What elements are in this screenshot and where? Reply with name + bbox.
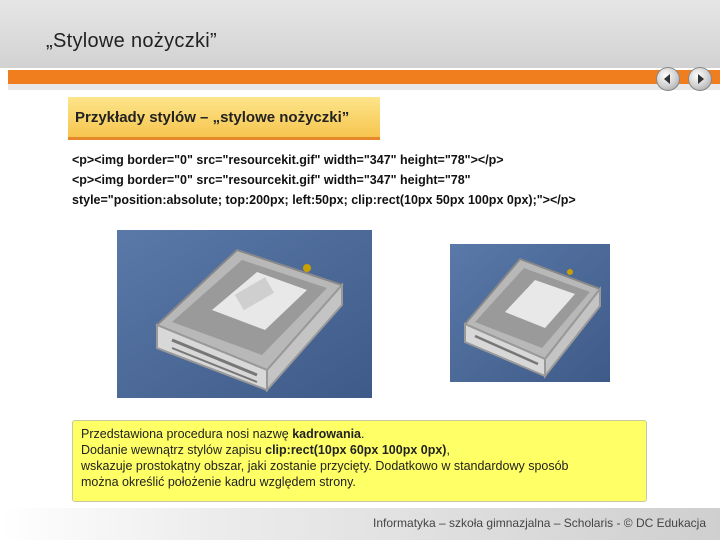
subtitle-box bbox=[68, 97, 380, 140]
note-text: , bbox=[446, 443, 450, 457]
slide-title: „Stylowe nożyczki” bbox=[46, 30, 217, 52]
nav-strip bbox=[8, 84, 720, 90]
next-slide-button[interactable] bbox=[688, 67, 712, 91]
note-line-4: można określić położenie kadru względem strony. bbox=[81, 475, 356, 489]
hard-drive-image-clipped bbox=[450, 244, 610, 382]
note-text: Dodanie wewnątrz stylów zapisu bbox=[81, 443, 266, 457]
accent-bar bbox=[8, 70, 720, 84]
slide-footer bbox=[0, 508, 720, 540]
hard-drive-image bbox=[117, 230, 372, 398]
explanation-note bbox=[72, 420, 647, 502]
code-line-2: <p><img border="0" src="resourcekit.gif" width="347" height="78" bbox=[72, 173, 471, 187]
hard-drive-photo-clipped bbox=[450, 244, 610, 382]
note-code: clip:rect(10px 60px 100px 0px) bbox=[265, 443, 447, 457]
note-line-1 bbox=[81, 426, 638, 442]
note-line-2 bbox=[81, 442, 638, 458]
code-line-1: <p><img border="0" src="resourcekit.gif" width="347" height="78"></p> bbox=[72, 153, 504, 167]
prev-slide-button[interactable] bbox=[656, 67, 680, 91]
footer-text: Informatyka – szkoła gimnazjalna – Scholaris - © DC Edukacja bbox=[373, 516, 706, 530]
hard-drive-photo-original bbox=[117, 230, 372, 398]
note-line-3: wskazuje prostokątny obszar, jaki zostanie przycięty. Dodatkowo w standardowy sposób bbox=[81, 459, 569, 473]
note-keyword: kadrowania bbox=[292, 427, 362, 441]
arrow-right-icon bbox=[694, 73, 706, 85]
arrow-left-icon bbox=[662, 73, 674, 85]
subtitle-text: Przykłady stylów – „stylowe nożyczki” bbox=[75, 109, 350, 126]
note-text: . bbox=[361, 427, 365, 441]
slide-header bbox=[0, 0, 720, 68]
code-line-3: style="position:absolute; top:200px; left:50px; clip:rect(10px 50px 100px 0px);"></p> bbox=[72, 193, 576, 207]
note-text: Przedstawiona procedura nosi nazwę bbox=[81, 427, 293, 441]
